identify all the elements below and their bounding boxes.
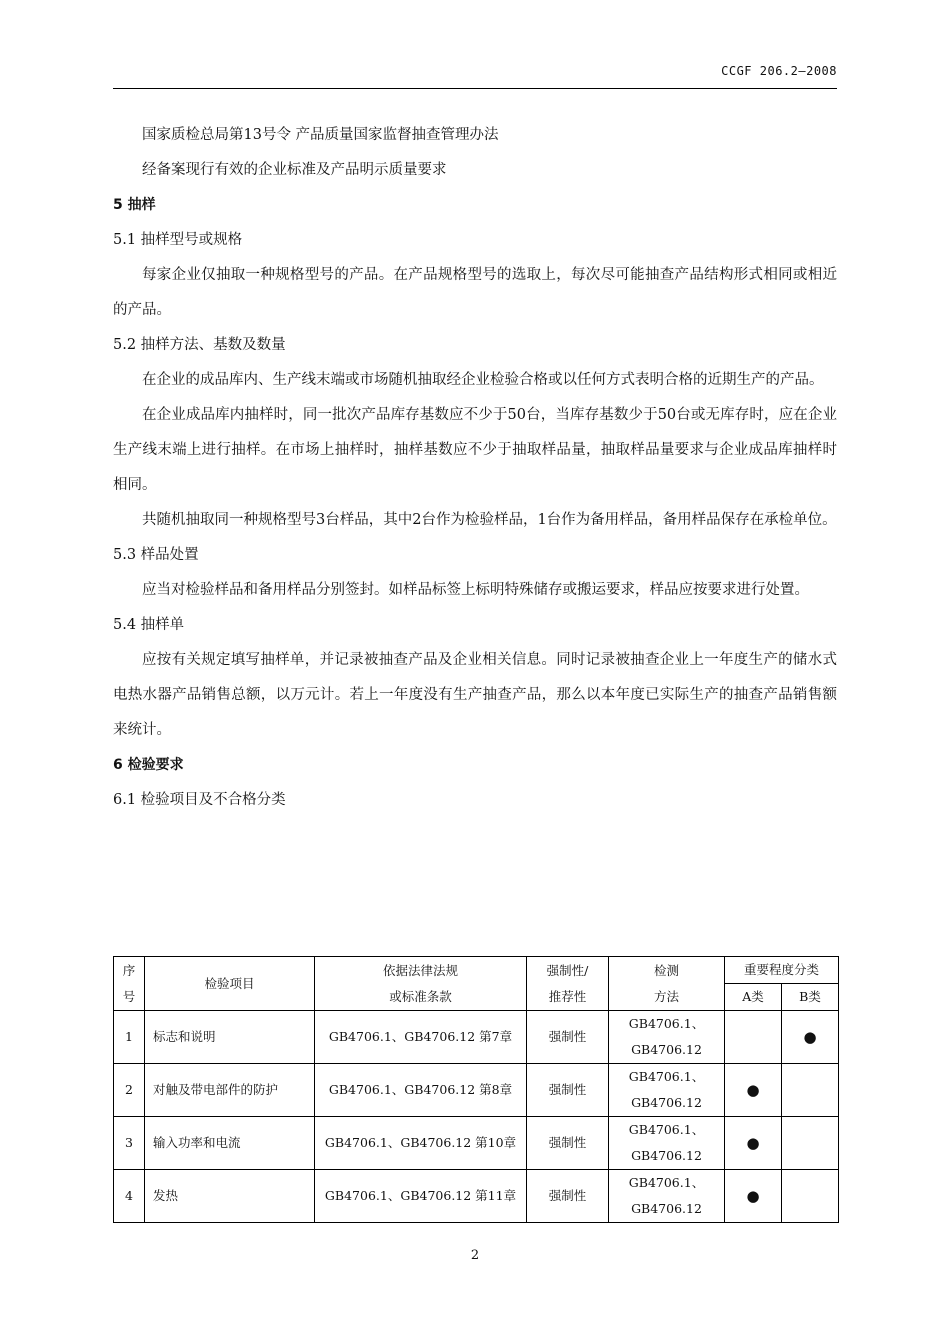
row-item: 对触及带电部件的防护 [145,1064,315,1117]
row-class-a-mark: ● [725,1117,782,1170]
row-seq: 4 [114,1170,145,1223]
row-method: GB4706.1、 GB4706.12 [609,1117,725,1170]
row-item: 发热 [145,1170,315,1223]
reference-line-2: 经备案现行有效的企业标准及产品明示质量要求 [142,162,447,178]
section-5-2-paragraph-1: 在企业的成品库内、生产线末端或市场随机抽取经企业检验合格或以任何方式表明合格的近期生产的产品。 [142,372,824,388]
row-basis: GB4706.1、GB4706.12 第11章 [315,1170,527,1223]
section-5-2-heading: 5.2 抽样方法、基数及数量 [113,337,286,353]
page-number: 2 [470,1248,480,1263]
row-class-b-mark: ● [782,1011,839,1064]
table-row [114,1170,839,1223]
section-5-2-paragraph-2: 在企业成品库内抽样时，同一批次产品库存基数应不少于50台，当库存基数少于50台或无库存时，应在企业生产线末端上进行抽样。在市场上抽样时，抽样基数应不少于抽取样品量，抽取样品量要求与企业成品库抽样时相同。 [113,407,837,493]
header-class-a: A类 [725,984,782,1011]
document-body [113,118,837,818]
row-method: GB4706.1、 GB4706.12 [609,1011,725,1064]
page-header [113,62,837,89]
section-6-1-heading: 6.1 检验项目及不合格分类 [113,792,286,808]
row-mandatory: 强制性 [527,1117,609,1170]
row-class-b-mark [782,1170,839,1223]
header-class-b: B类 [782,984,839,1011]
header-method: 检测 方法 [609,957,725,1011]
inspection-items-table [113,956,839,1223]
table-row [114,1011,839,1064]
section-5-2-paragraph-3: 共随机抽取同一种规格型号3台样品，其中2台作为检验样品，1台作为备用样品，备用样品保存在承检单位。 [142,512,837,528]
row-basis: GB4706.1、GB4706.12 第8章 [315,1064,527,1117]
row-basis: GB4706.1、GB4706.12 第10章 [315,1117,527,1170]
row-method: GB4706.1、 GB4706.12 [609,1170,725,1223]
row-basis: GB4706.1、GB4706.12 第7章 [315,1011,527,1064]
header-seq: 序 号 [114,957,145,1011]
section-5-heading: 5 抽样 [113,197,156,213]
row-mandatory: 强制性 [527,1011,609,1064]
row-item: 标志和说明 [145,1011,315,1064]
header-mandatory: 强制性/ 推荐性 [527,957,609,1011]
header-basis: 依据法律法规 或标准条款 [315,957,527,1011]
header-importance: 重要程度分类 [725,957,839,984]
row-seq: 2 [114,1064,145,1117]
document-code: CCGF 206.2—2008 [721,64,837,78]
section-5-4-heading: 5.4 抽样单 [113,617,185,633]
row-class-b-mark [782,1064,839,1117]
section-5-3-heading: 5.3 样品处置 [113,547,199,563]
section-5-1-paragraph: 每家企业仅抽取一种规格型号的产品。在产品规格型号的选取上，每次尽可能抽查产品结构形式相同或相近的产品。 [113,267,837,318]
row-class-b-mark [782,1117,839,1170]
row-method: GB4706.1、 GB4706.12 [609,1064,725,1117]
row-class-a-mark: ● [725,1170,782,1223]
row-class-a-mark: ● [725,1064,782,1117]
section-5-4-paragraph: 应按有关规定填写抽样单，并记录被抽查产品及企业相关信息。同时记录被抽查企业上一年度生产的储水式电热水器产品销售总额，以万元计。若上一年度没有生产抽查产品，那么以本年度已实际生产的抽查产品销售额来统计。 [113,652,837,738]
header-item: 检验项目 [145,957,315,1011]
section-5-1-heading: 5.1 抽样型号或规格 [113,232,243,248]
row-item: 输入功率和电流 [145,1117,315,1170]
row-seq: 1 [114,1011,145,1064]
reference-line-1: 国家质检总局第13号令 产品质量国家监督抽查管理办法 [142,127,499,143]
row-seq: 3 [114,1117,145,1170]
table-row [114,1064,839,1117]
section-6-heading: 6 检验要求 [113,757,184,773]
row-mandatory: 强制性 [527,1170,609,1223]
table-row [114,1117,839,1170]
row-mandatory: 强制性 [527,1064,609,1117]
row-class-a-mark [725,1011,782,1064]
section-5-3-paragraph: 应当对检验样品和备用样品分别签封。如样品标签上标明特殊储存或搬运要求，样品应按要求进行处置。 [142,582,809,598]
